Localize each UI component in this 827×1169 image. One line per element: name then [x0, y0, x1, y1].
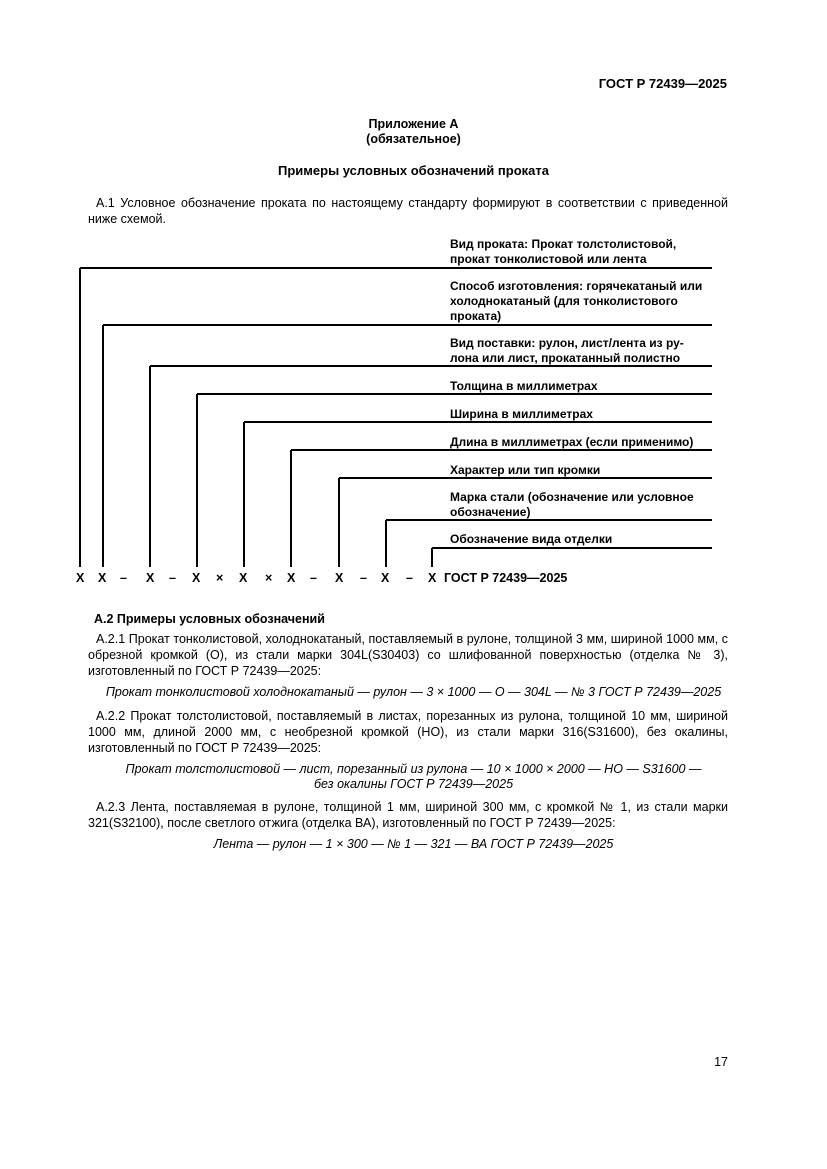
- scheme-standard-suffix: ГОСТ Р 72439—2025: [444, 571, 568, 585]
- section-title: Примеры условных обозначений проката: [278, 163, 549, 178]
- example-1-designation: Прокат тонколистовой холоднокатаный — рулон — 3 × 1000 — О — 304L — № 3 ГОСТ Р 72439—2025: [105, 685, 722, 699]
- scheme-symbol-dash: –: [406, 571, 413, 585]
- scheme-symbol-x: X: [76, 571, 85, 585]
- scheme-symbol-times: ×: [216, 571, 224, 585]
- standard-number: ГОСТ Р 72439—2025: [598, 76, 727, 91]
- intro-paragraph: А.1 Условное обозначение проката по настоящему стандарту формируют в соответствии с приведенной ниже схемой.: [88, 196, 728, 226]
- page-number: 17: [714, 1055, 728, 1069]
- scheme-symbol-x: X: [192, 571, 201, 585]
- scheme-label-edge-type: Характер или тип кромки: [450, 463, 601, 477]
- scheme-symbol-x: X: [381, 571, 390, 585]
- appendix-status: (обязательное): [366, 132, 461, 146]
- scheme-symbol-dash: –: [360, 571, 367, 585]
- scheme-symbol-x: X: [239, 571, 248, 585]
- scheme-symbol-dash: –: [120, 571, 127, 585]
- scheme-label-finish: Обозначение вида отделки: [450, 532, 613, 546]
- scheme-symbol-times: ×: [265, 571, 273, 585]
- example-2-designation-line-1: Прокат толстолистовой — лист, порезанный из рулона — 10 × 1000 × 2000 — НО — S31600 —: [125, 762, 702, 776]
- scheme-label-length: Длина в миллиметрах (если применимо): [450, 435, 694, 449]
- scheme-symbol-dash: –: [169, 571, 176, 585]
- example-1-text: А.2.1 Прокат тонколистовой, холоднокатаный, поставляемый в рулоне, толщиной 3 мм, шириной 1000 мм, с обрезной кромкой (О), из стали марки 304L(S30403) со шлифованной поверхностью (отделка № 3), изготовленный по ГОСТ Р 72439—2025:: [88, 632, 728, 678]
- scheme-label-width: Ширина в миллиметрах: [450, 407, 593, 421]
- scheme-symbol-x: X: [98, 571, 107, 585]
- scheme-symbol-x: X: [335, 571, 344, 585]
- scheme-label-manufacturing-method: Способ изготовления: горячекатаный или холоднокатаный (для тонколистового проката): [450, 279, 703, 323]
- scheme-symbol-x: X: [146, 571, 155, 585]
- scheme-symbol-dash: –: [310, 571, 317, 585]
- scheme-label-thickness: Толщина в миллиметрах: [450, 379, 598, 393]
- scheme-label-product-type: Вид проката: Прокат толстолистовой, прокат тонколистовой или лента: [450, 237, 677, 266]
- scheme-label-delivery-type: Вид поставки: рулон, лист/лента из ру-лона или лист, прокатанный полистно: [450, 336, 684, 365]
- scheme-symbol-x: X: [287, 571, 296, 585]
- scheme-label-steel-grade: Марка стали (обозначение или условное обозначение): [450, 490, 694, 519]
- scheme-symbol-x: X: [428, 571, 437, 585]
- example-3-text: А.2.3 Лента, поставляемая в рулоне, толщиной 1 мм, шириной 300 мм, с кромкой № 1, из стали марки 321(S32100), после светлого отжига (отделка ВА), изготовленный по ГОСТ Р 72439—2025:: [88, 800, 728, 830]
- example-3-designation: Лента — рулон — 1 × 300 — № 1 — 321 — ВА ГОСТ Р 72439—2025: [213, 837, 614, 851]
- examples-heading: А.2 Примеры условных обозначений: [94, 612, 325, 626]
- appendix-title: Приложение А: [368, 117, 459, 131]
- example-2-text: А.2.2 Прокат толстолистовой, поставляемый в листах, порезанных из рулона, толщиной 10 мм, шириной 1000 мм, длиной 2000 мм, с необрезной кромкой (НО), из стали марки 316(S31600), без окалины, изготовленный по ГОСТ Р 72439—2025:: [88, 709, 728, 755]
- example-2-designation-line-2: без окалины ГОСТ Р 72439—2025: [313, 777, 514, 791]
